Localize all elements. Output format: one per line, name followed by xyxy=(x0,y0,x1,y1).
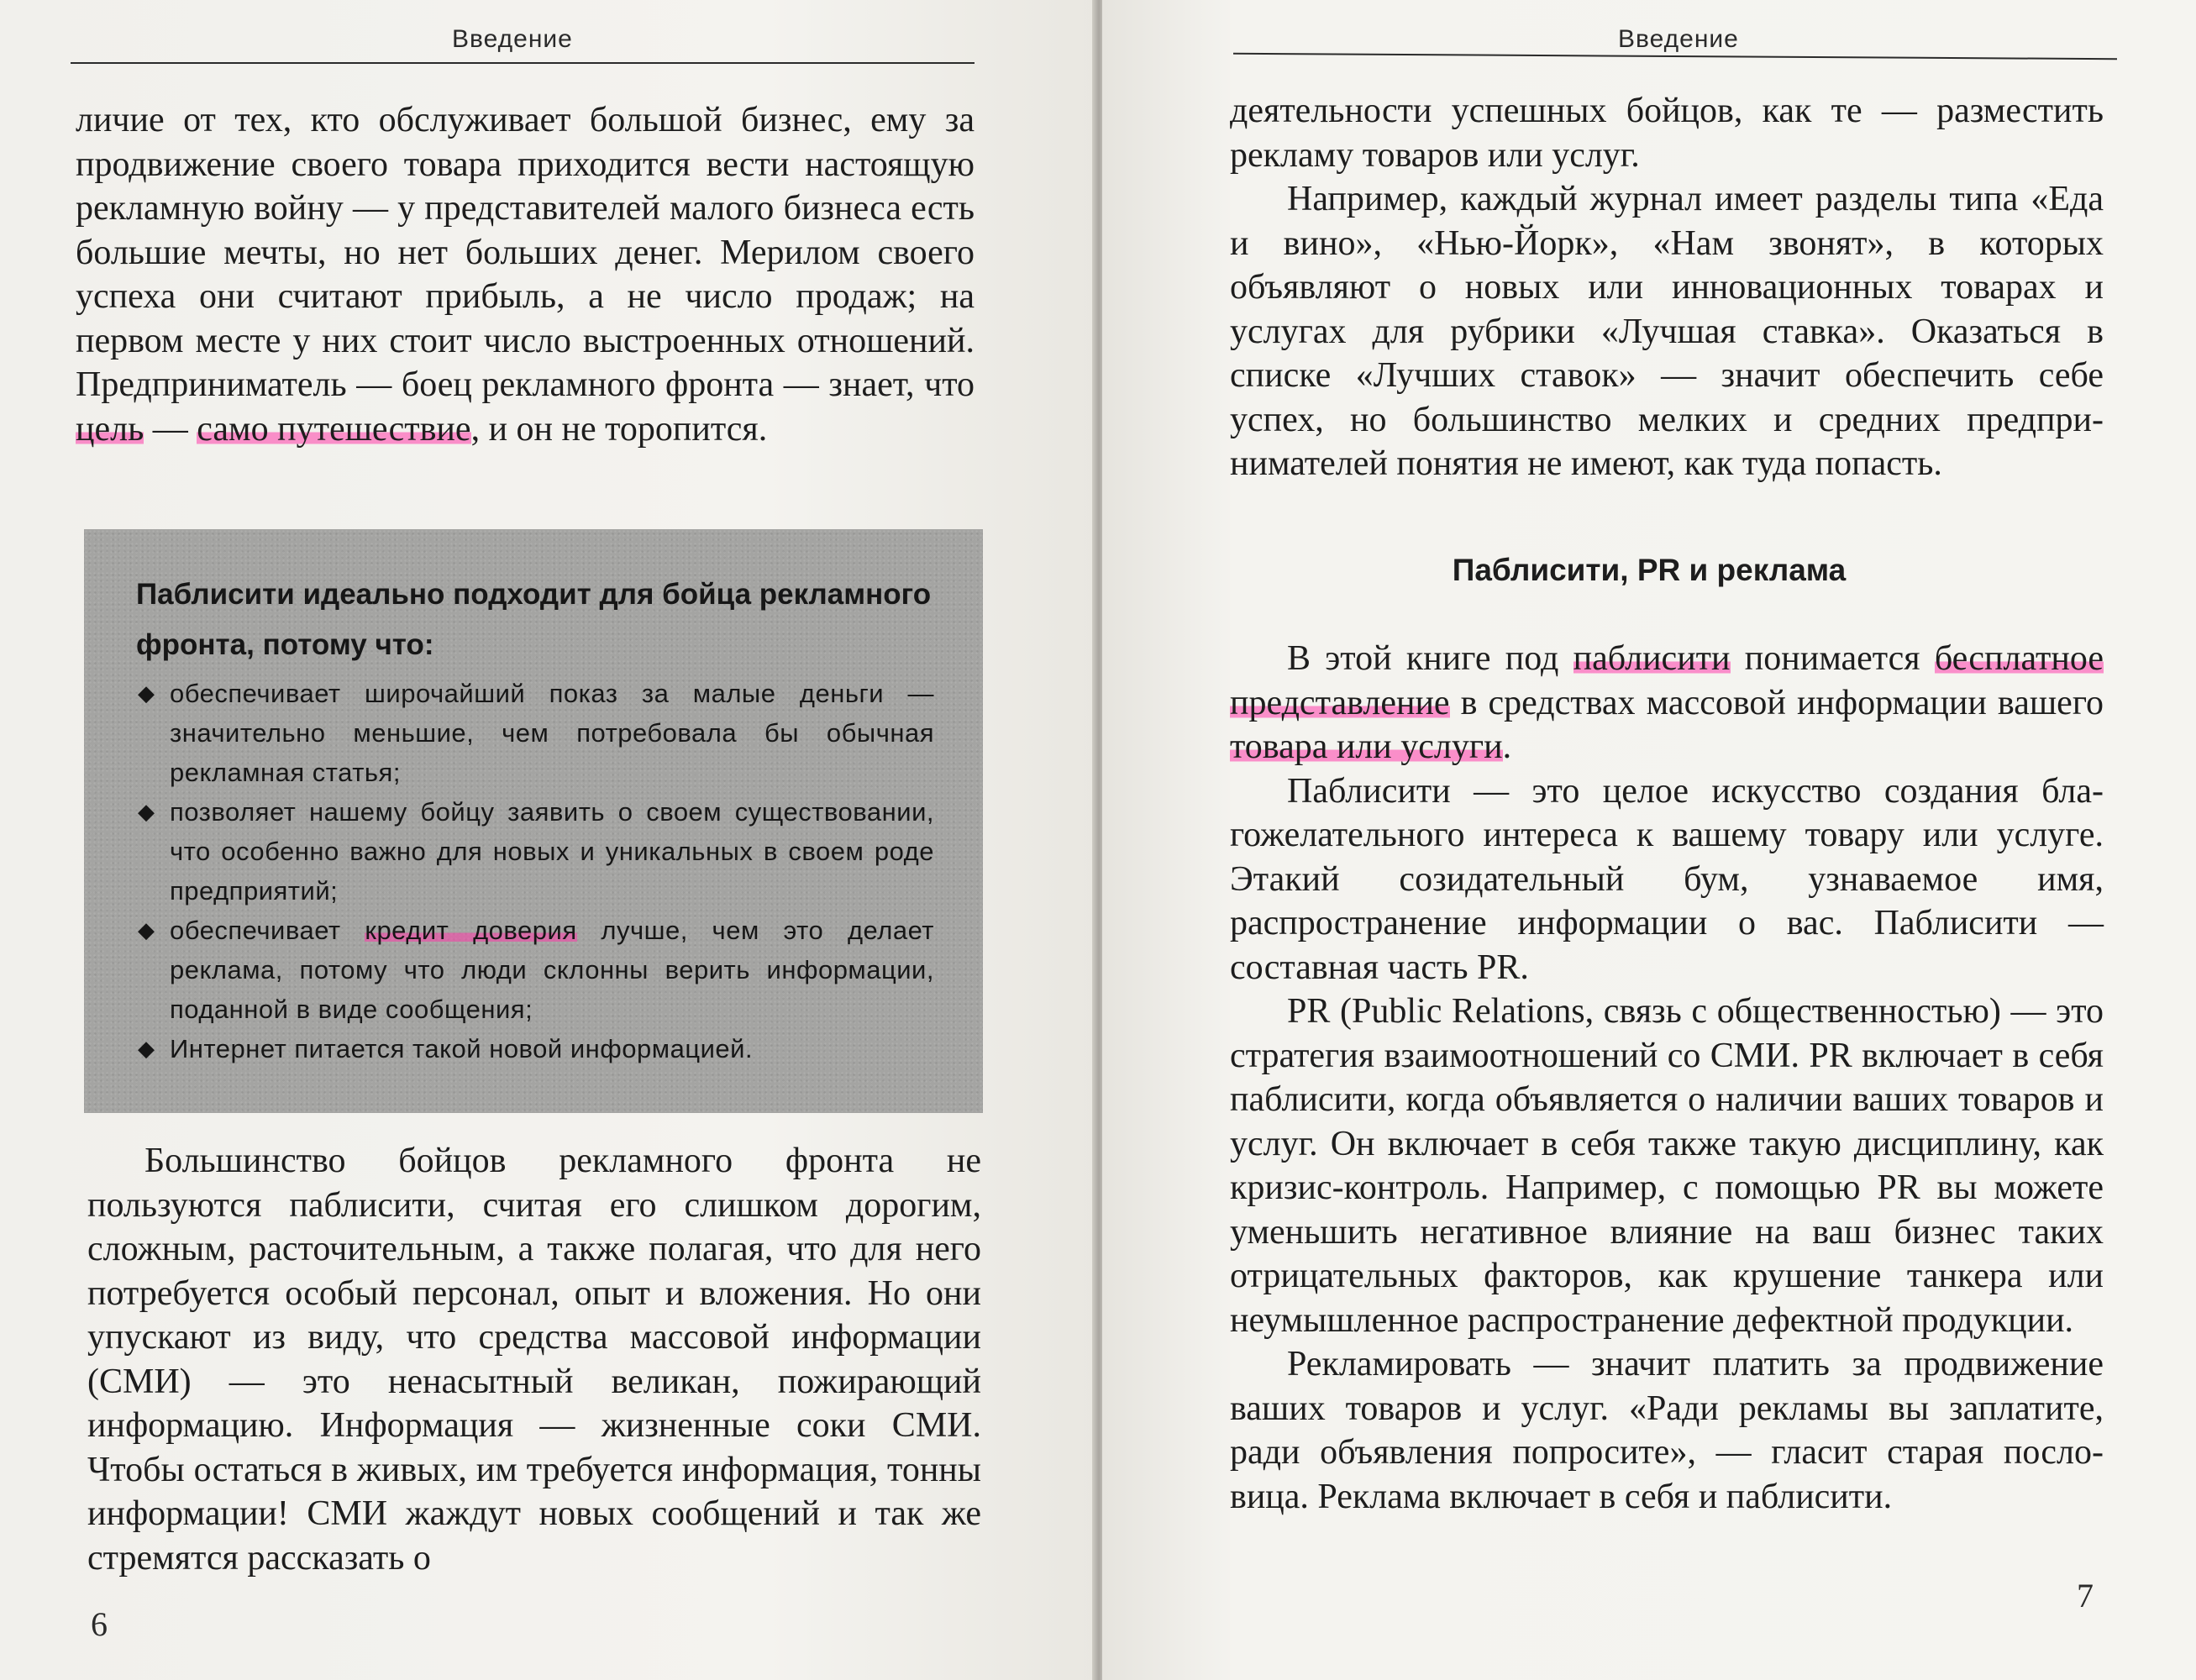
highlighted-text: кредит доверия xyxy=(365,916,577,945)
page-number: 7 xyxy=(2077,1577,2094,1614)
list-item-text: обеспечивает широчайший показ за малые деньги — значительно меньшие, чем потребовала бы обычная рекламная статья; xyxy=(170,679,934,787)
list-item-text: Интернет питается такой новой информацией. xyxy=(170,1034,754,1063)
list-item-text: позволяет нашему бойцу заявить о своем существовании, что особенно важно для новых и уникальных в своем роде предприятий; xyxy=(170,797,934,906)
header-rule xyxy=(71,62,975,64)
left-paragraph-2 xyxy=(87,1139,981,1580)
box-title: Паблисити идеально подходит для бойца рекламного фронта, потому что: xyxy=(136,578,932,661)
highlighted-text: бесплатное представление xyxy=(1230,639,2104,722)
highlighted-text: паблисити xyxy=(1573,639,1731,678)
list-item-text: обеспечивает xyxy=(170,916,365,945)
list-item xyxy=(136,1029,934,1068)
paragraph: Паблисити — это целое искусство создания благожелательного интереса к вашему товару или услуге. Этакий созидательный бум, узнаваемое имя, распространение информации о вас. Паблисити — составная часть PR. xyxy=(1230,771,2104,987)
paragraph: Большинство бойцов рекламного фронта не пользуются паблисити, считая его слишком дорогим, сложным, расточительным, а также полагая, что для него потребуется особый персонал, опыт и вложения. Но они упускают из виду, что средства массовой информации (СМИ) — это ненасытный великан, пожирающий информацию. Информация — жизненные соки СМИ. Чтобы остаться в живых, им требуется информация, тонны информации! СМИ жаждут новых сообщений и так же стремятся рассказать о xyxy=(87,1142,981,1578)
header-rule xyxy=(1233,53,2117,60)
text-run: , и он не торопится. xyxy=(470,409,768,449)
diamond-bullet-icon: ◆ xyxy=(138,917,155,942)
paragraph xyxy=(1230,637,2104,769)
left-page xyxy=(0,0,1096,1680)
diamond-bullet-icon: ◆ xyxy=(138,1036,155,1061)
list-item xyxy=(136,674,934,792)
right-page xyxy=(1102,0,2196,1680)
highlighted-text: само путешествие xyxy=(197,409,471,449)
paragraph: Рекламировать — значит платить за продвижение ваших товаров и услуг. «Ради рекламы вы заплатите, ради объявления попросите», — гласит старая пословица. Реклама включает в себя и паблисити. xyxy=(1230,1345,2104,1516)
left-paragraph-1 xyxy=(76,98,975,451)
highlighted-text: товара или услуги xyxy=(1230,727,1503,766)
diamond-bullet-icon: ◆ xyxy=(138,799,155,824)
list-item-text: лучше, чем это делает реклама, потому что люди склонны верить информации, поданной в виде сообщения; xyxy=(170,916,934,1024)
right-text-top xyxy=(1230,89,2104,486)
text-run: . xyxy=(1502,727,1512,766)
paragraph: Например, каждый журнал имеет разделы типа «Еда и вино», «Нью-Йорк», «Нам звонят», в которых объявляют о новых или инновационных товарах и услугах для рубрики «Лучшая ставка». Оказаться в списке «Лучших ставок» — значит обеспечить себе успех, но большинство мелких и средних предпринимателей понятия не имеют, как туда попасть. xyxy=(1230,180,2104,483)
text-run: понимается xyxy=(1730,639,1935,678)
text-run: — xyxy=(144,409,197,449)
text-run: личие от тех, кто обслуживает большой бизнес, ему за продвижение своего товара приходится вести настоящую рекламную войну — у представителей малого бизнеса есть большие мечты, но нет больших денег. Мерилом своего успеха они считают прибыль, а не число продаж; на первом месте у них стоит число выстроенных отношений. Предприниматель — боец рекламного фронта — знает, что xyxy=(76,101,975,404)
list-item xyxy=(136,792,934,911)
text-run: в средствах массовой информации вашего xyxy=(1449,683,2104,722)
diamond-bullet-icon: ◆ xyxy=(138,680,155,706)
paragraph: PR (Public Relations, связь с общественностью) — это стратегия взаимоотношений со СМИ. PR включает в себя паблисити, когда объявляется о наличии ваших товаров и услуг. Он включает в себя также такую дисциплину, как кризис-контроль. Например, с помощью PR вы можете уменьшить негативное влияние на ваш бизнес таких отрицательных факторов, как крушение танкера или неумышленное распространение дефектной продукции. xyxy=(1230,992,2104,1340)
text-run: В этой книге под xyxy=(1287,639,1573,678)
running-head: Введение xyxy=(452,25,573,53)
list-item xyxy=(136,911,934,1029)
sidebar-box xyxy=(84,529,983,1113)
highlighted-text: цель xyxy=(76,409,144,449)
section-heading: Паблисити, PR и реклама xyxy=(1452,553,1847,587)
paragraph: деятельности успешных бойцов, как те — разместить рекламу товаров или услуг. xyxy=(1230,92,2104,175)
running-head: Введение xyxy=(1618,25,1739,53)
box-bullet-list xyxy=(136,674,934,1068)
right-text-bottom xyxy=(1230,637,2104,1519)
page-number: 6 xyxy=(91,1605,108,1643)
